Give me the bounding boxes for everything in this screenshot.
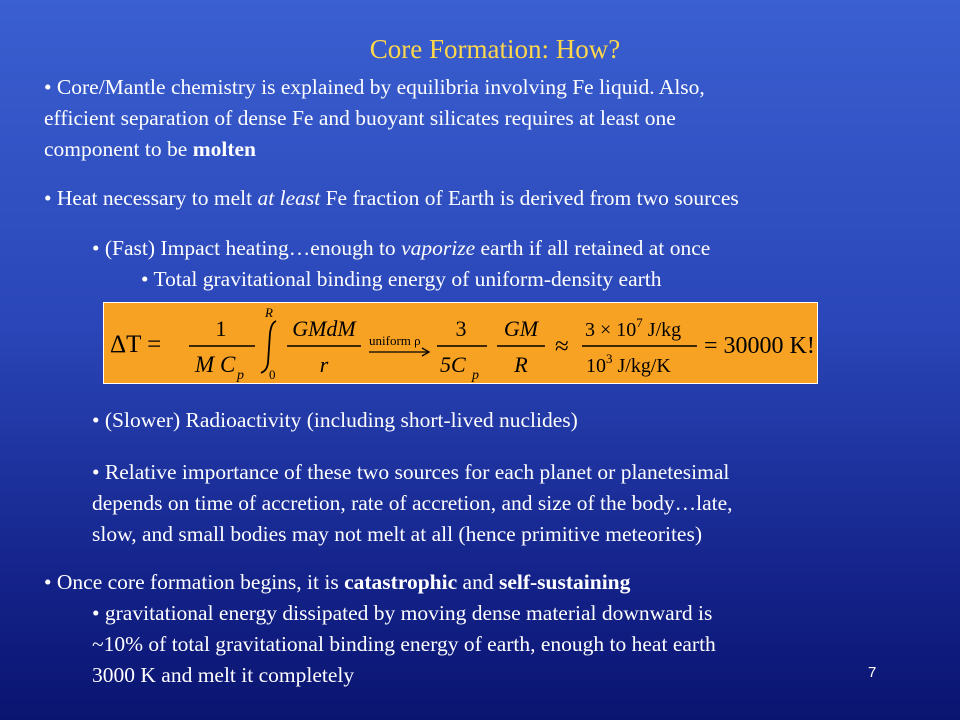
bullet-text: component to be (44, 137, 193, 161)
formula-p-subscript: p (472, 368, 479, 382)
formula-denominator: $10^3$ J/kg/K (586, 351, 671, 377)
formula-p-subscript: p (237, 368, 244, 382)
bullet-line (44, 134, 705, 165)
bold-molten: molten (192, 137, 256, 161)
bullet-impact-heating (92, 233, 710, 264)
formula-integrand-denominator: r (319, 352, 329, 377)
bold-self-sustaining: self-sustaining (498, 570, 631, 594)
formula-three: 3 (455, 316, 467, 341)
bullet-line: 3000 K and melt it completely (92, 663, 355, 687)
bullet-line: depends on time of accretion, rate of accretion, and size of the body…late, (92, 491, 733, 515)
bullet-text: • (Fast) Impact heating…enough to (92, 236, 402, 260)
formula-five-c: 5C (440, 352, 466, 377)
page-number: 7 (868, 664, 877, 681)
bullet-text: and (457, 570, 499, 594)
formula-result: = 30000 K! (704, 333, 815, 359)
bullet-radioactivity: • (Slower) Radioactivity (including short-lived nuclides) (92, 408, 578, 432)
bullet-relative-importance (92, 457, 733, 550)
bullet-core-formation (44, 567, 630, 598)
formula-box (103, 302, 818, 384)
bullet-line: • Core/Mantle chemistry is explained by equilibria involving Fe liquid. Also, (44, 75, 705, 99)
bold-catastrophic: catastrophic (344, 570, 458, 594)
bullet-line: ~10% of total gravitational binding energy of earth, enough to heat earth (92, 632, 716, 656)
formula-delta-t: ΔT = (110, 331, 162, 358)
arrow-label: uniform ρ (369, 333, 421, 348)
bullet-text: • Heat necessary to melt (44, 186, 258, 210)
formula-c: C (220, 352, 236, 377)
formula-one: 1 (215, 316, 227, 341)
bullet-text: earth if all retained at once (475, 236, 711, 260)
bullet-text: Fe fraction of Earth is derived from two sources (320, 186, 739, 210)
formula-integrand-numerator: GMdM (292, 316, 356, 341)
italic-at-least: at least (257, 186, 321, 210)
formula-approx: ≈ (555, 333, 569, 360)
integral-lower-limit: 0 (269, 367, 276, 382)
bullet-text: • Once core formation begins, it is (44, 570, 345, 594)
slide-title: Core Formation: How? (369, 34, 621, 64)
integral-upper-limit: R (265, 305, 273, 320)
formula-numerator: $3 \times 10^7$ J/kg (585, 315, 682, 341)
bullet-gravitational-energy (92, 598, 716, 691)
bullet-heat-sources (44, 183, 739, 214)
integral-sign (261, 321, 276, 373)
formula-equation (104, 303, 816, 382)
bullet-line: slow, and small bodies may not melt at all (hence primitive meteorites) (92, 522, 702, 546)
bullet-line: • Relative importance of these two sources for each planet or planetesimal (92, 460, 730, 484)
italic-vaporize: vaporize (401, 236, 476, 260)
formula-r: R (514, 352, 528, 377)
bullet-core-mantle-chemistry (44, 72, 705, 165)
formula-gm: GM (503, 316, 539, 341)
bullet-line: • gravitational energy dissipated by moving dense material downward is (92, 601, 713, 625)
bullet-line: efficient separation of dense Fe and buoyant silicates requires at least one (44, 106, 676, 130)
formula-m: M (195, 352, 215, 377)
bullet-binding-energy: • Total gravitational binding energy of uniform-density earth (141, 267, 662, 291)
